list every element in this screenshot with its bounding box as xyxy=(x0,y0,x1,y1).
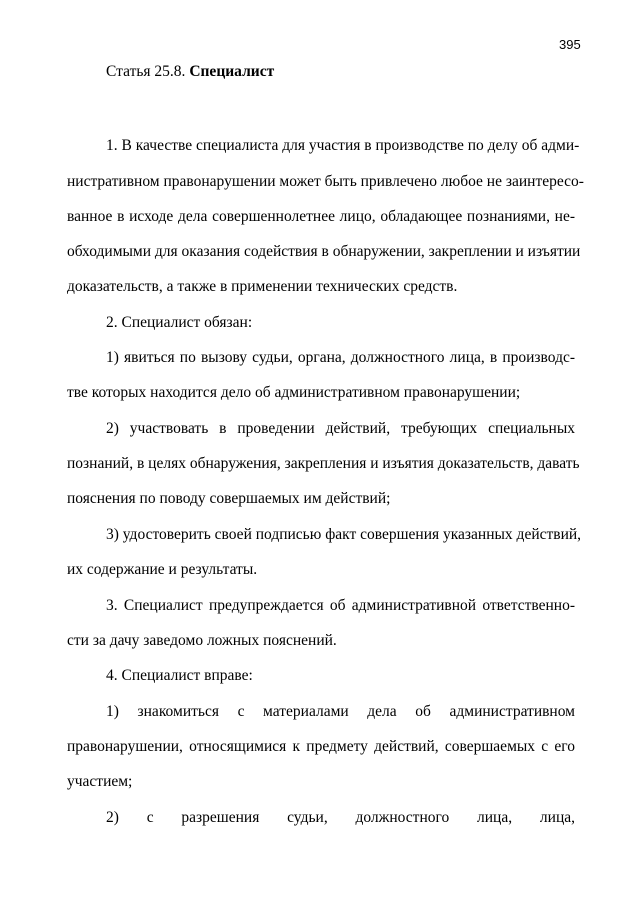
text-line: нистративном правонарушении может быть привлечено любое не заинтересо- xyxy=(67,173,584,190)
text-line: тве которых находится дело об административном правонарушении; xyxy=(67,384,521,401)
text-line: сти за дачу заведомо ложных пояснений. xyxy=(67,632,337,649)
text-line: 1) знакомиться с материалами дела об административном xyxy=(106,703,575,720)
text-line: обходимыми для оказания содействия в обнаружении, закреплении и изъятии xyxy=(67,243,581,260)
text-line: ванное в исходе дела совершеннолетнее лицо, обладающее познаниями, не- xyxy=(67,208,575,225)
article-number: Статья 25.8. xyxy=(106,63,190,80)
page-number: 395 xyxy=(559,37,581,52)
text-line: пояснения по поводу совершаемых им действий; xyxy=(67,490,391,507)
text-line: 4. Специалист вправе: xyxy=(106,667,253,684)
article-title: Специалист xyxy=(189,63,275,80)
text-line: 3. Специалист предупреждается об административной ответственно- xyxy=(106,597,575,614)
text-line: их содержание и результаты. xyxy=(67,561,258,578)
text-line: правонарушении, относящимися к предмету действий, совершаемых с его xyxy=(67,738,575,755)
text-line: 1) явиться по вызову судьи, органа, должностного лица, в производс- xyxy=(106,349,575,366)
text-line: 1. В качестве специалиста для участия в производстве по делу об адми- xyxy=(106,137,580,154)
text-line: 2) участвовать в проведении действий, требующих специальных xyxy=(106,420,575,437)
text-line: участием; xyxy=(67,773,133,790)
text-line: познаний, в целях обнаружения, закрепления и изъятия доказательств, давать xyxy=(67,455,580,472)
text-line: 2. Специалист обязан: xyxy=(106,314,253,331)
text-line: доказательств, а также в применении технических средств. xyxy=(67,278,458,295)
article-heading xyxy=(106,62,274,82)
text-line: 2) с разрешения судьи, должностного лица, лица, xyxy=(106,809,575,826)
text-line: 3) удостоверить своей подписью факт совершения указанных действий, xyxy=(106,526,582,543)
